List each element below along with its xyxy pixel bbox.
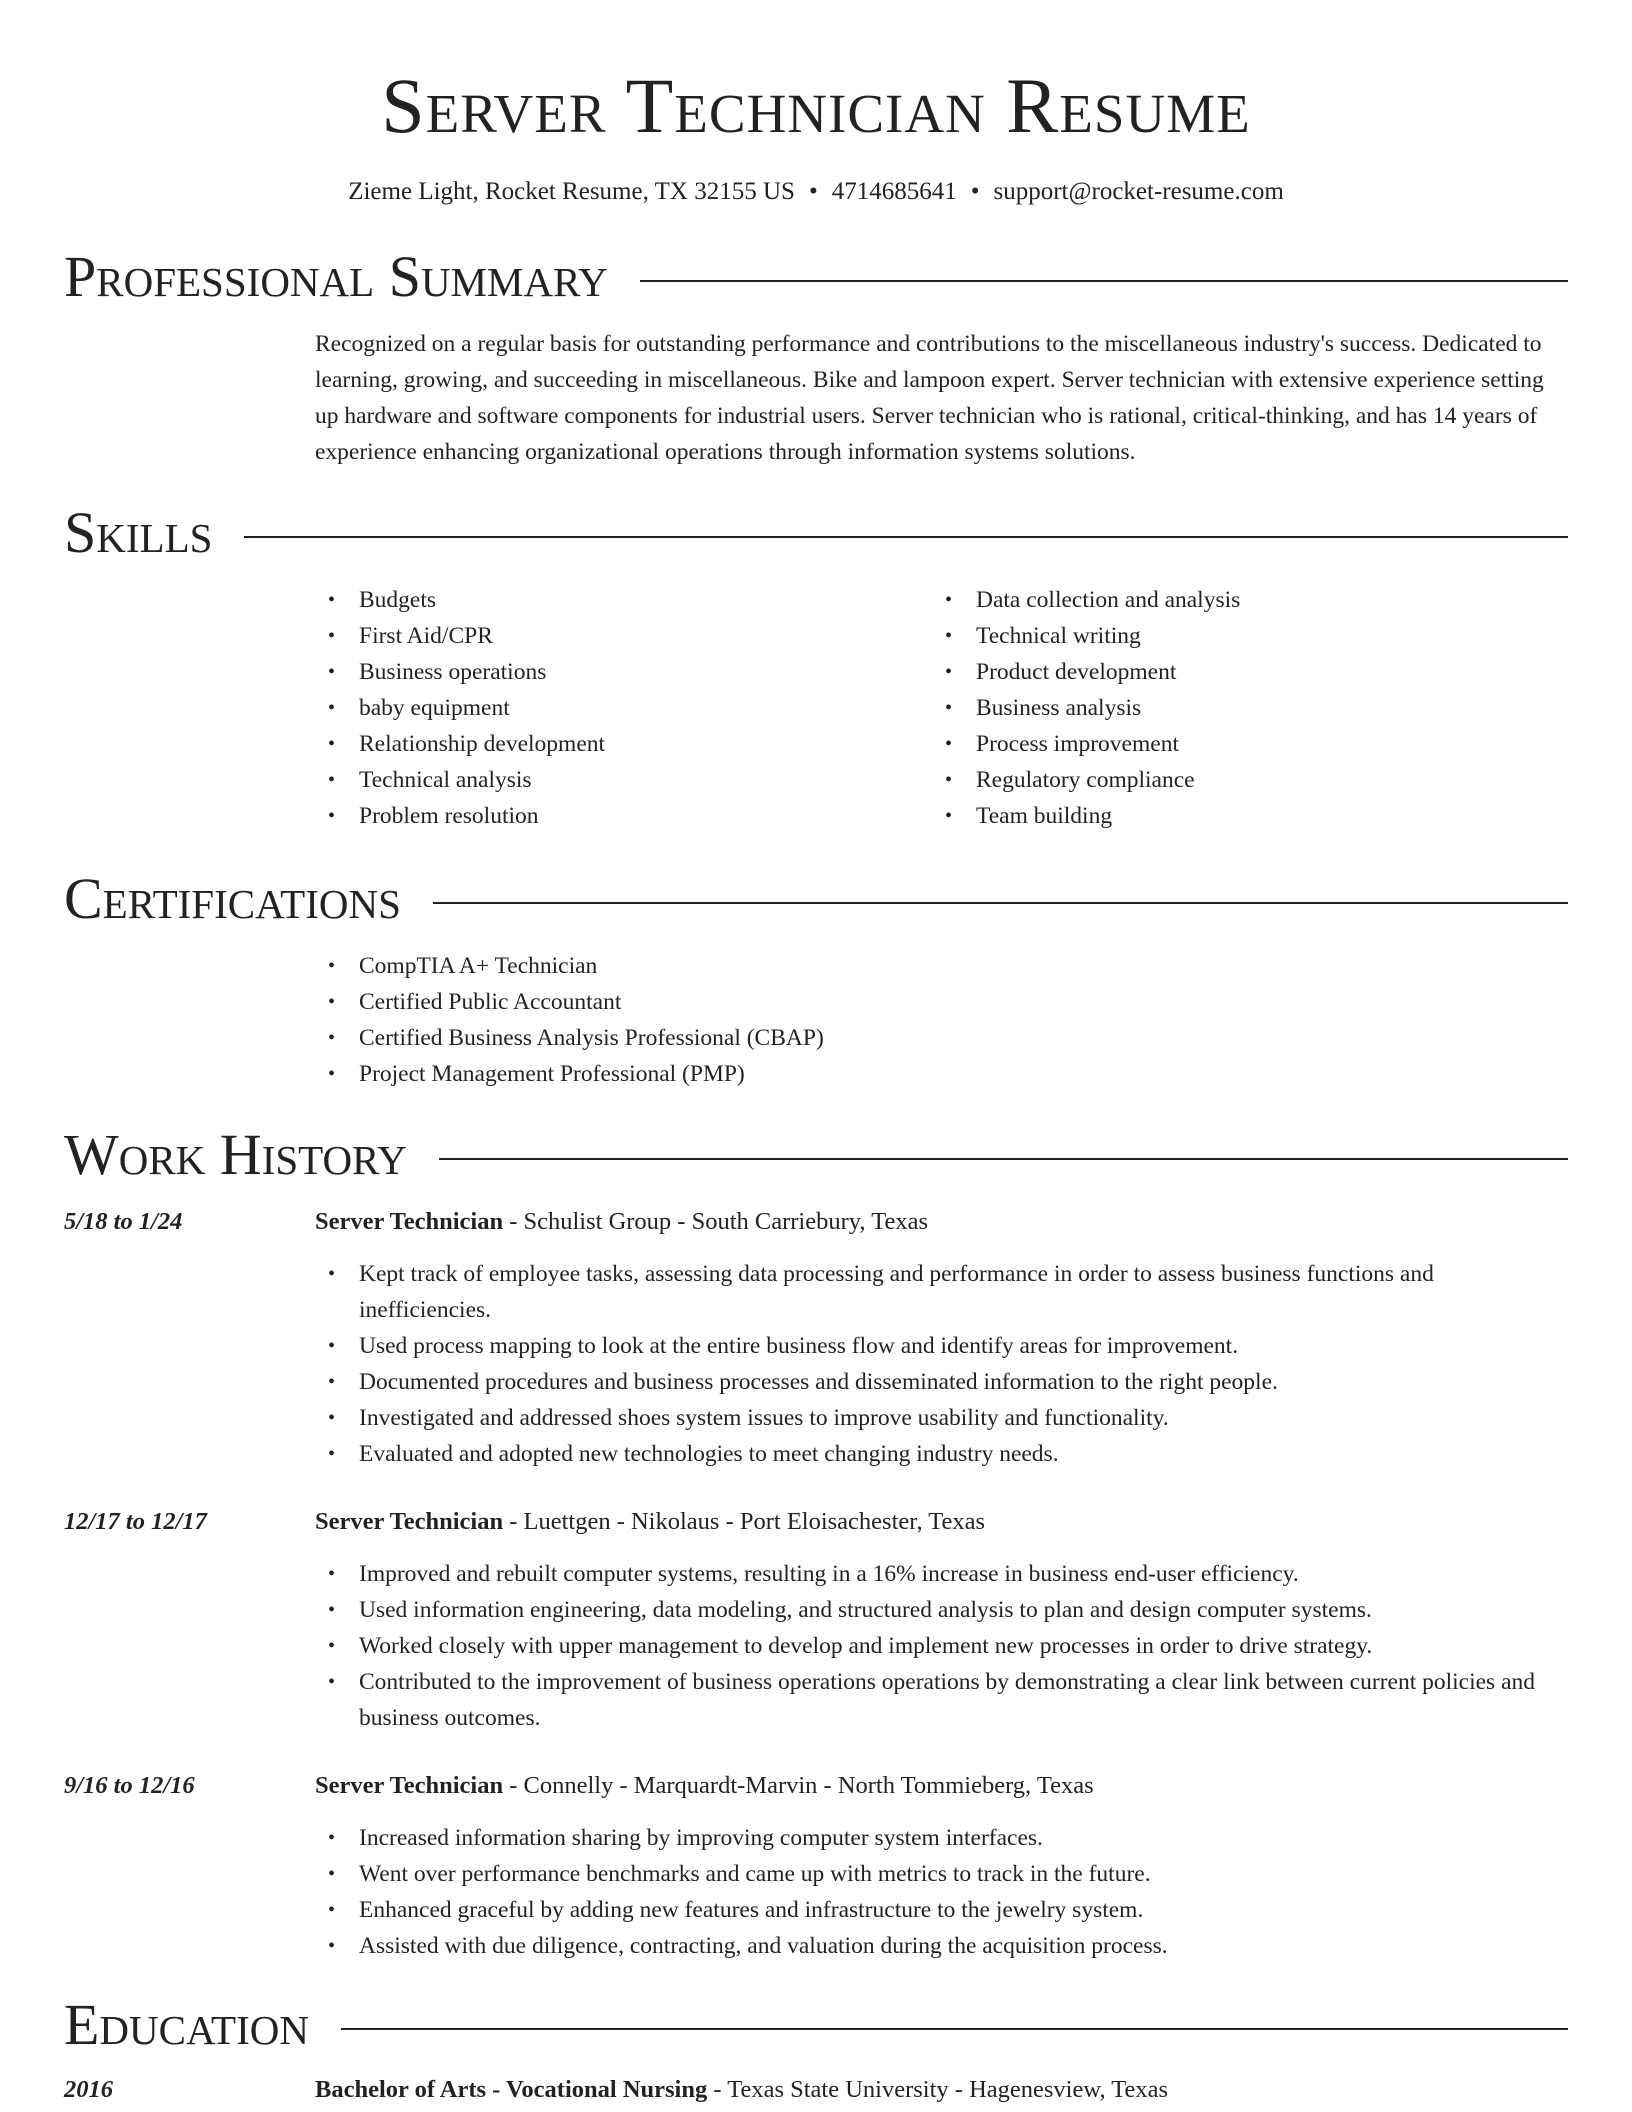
section-heading: Education <box>64 1992 309 2057</box>
skill-item <box>315 618 932 654</box>
job-bullet-text: Increased information sharing by improving computer system interfaces. <box>359 1825 1043 1851</box>
job-bullet-text: Went over performance benchmarks and came up with metrics to track in the future. <box>359 1861 1151 1887</box>
job-bullet-text: Assisted with due diligence, contracting, and valuation during the acquisition process. <box>359 1933 1168 1959</box>
job-bullet-text: Investigated and addressed shoes system issues to improve usability and functionality. <box>359 1405 1169 1431</box>
bullet-icon: • <box>328 1335 336 1357</box>
job-bullet <box>315 1856 1568 1892</box>
skill-item <box>932 618 1549 654</box>
job-header <box>64 1504 1568 1540</box>
bullet-icon: • <box>328 1935 336 1957</box>
skill-item-text: Technical analysis <box>359 767 532 793</box>
bullet-icon: • <box>328 733 336 755</box>
certifications-list <box>315 948 1568 1092</box>
certification-item <box>315 948 1568 984</box>
skill-item <box>932 726 1549 762</box>
job-title: Server Technician <box>315 1208 504 1235</box>
section-heading: Skills <box>64 500 213 565</box>
bullet-icon: • <box>945 589 953 611</box>
skill-item-text: Business operations <box>359 659 547 685</box>
education-degree: Bachelor of Arts - Vocational Nursing <box>315 2076 708 2103</box>
job-dates: 9/16 to 12/16 <box>64 1772 195 1799</box>
section-certifications-header <box>64 864 1568 934</box>
job-bullet-text: Worked closely with upper management to develop and implement new processes in order to drive strategy. <box>359 1633 1373 1659</box>
bullet-icon: • <box>945 733 953 755</box>
job-bullet-text: Improved and rebuilt computer systems, resulting in a 16% increase in business end-user efficiency. <box>359 1561 1299 1587</box>
job-bullets <box>315 1256 1568 1472</box>
job-header <box>64 1768 1568 1804</box>
job-bullet <box>315 1556 1568 1592</box>
contact-address: Zieme Light, Rocket Resume, TX 32155 US <box>348 178 795 205</box>
bullet-icon: • <box>328 1635 336 1657</box>
resume-page <box>64 0 1568 2112</box>
skill-item-text: Budgets <box>359 587 437 613</box>
job-title: Server Technician <box>315 1508 504 1535</box>
section-divider <box>439 1158 1568 1160</box>
bullet-icon: • <box>328 1827 336 1849</box>
skill-item-text: baby equipment <box>359 695 510 721</box>
job-bullet <box>315 1928 1568 1964</box>
certification-item-text: CompTIA A+ Technician <box>359 953 598 979</box>
job-entry <box>64 1768 1568 1964</box>
bullet-icon: • <box>945 625 953 647</box>
job-title-line <box>315 1768 1094 1804</box>
job-bullet <box>315 1400 1568 1436</box>
bullet-icon: • <box>945 661 953 683</box>
section-education-header <box>64 1990 1568 2060</box>
section-divider <box>341 2028 1568 2030</box>
certifications-items <box>315 948 1568 1092</box>
summary-text: Recognized on a regular basis for outstanding performance and contributions to the miscellaneous industry's success. Dedicated to learning, growing, and succeeding in miscellaneous. Bike and lampoon expert. Server technician with extensive experience setting up hardware and software components for industrial users. Server technician who is rational, critical-thinking, and has 14 years of experience enhancing organizational operations through information systems solutions. <box>315 331 1544 465</box>
section-heading: Work History <box>64 1122 407 1187</box>
skill-item-text: Product development <box>976 659 1177 685</box>
bullet-icon: • <box>328 661 336 683</box>
skill-item <box>315 798 932 834</box>
skill-item <box>932 654 1549 690</box>
section-heading: Certifications <box>64 866 401 931</box>
contact-phone: 4714685641 <box>831 178 957 205</box>
job-bullet-text: Kept track of employee tasks, assessing data processing and performance in order to assess business functions and inefficiencies. <box>359 1261 1434 1323</box>
skills-list <box>315 582 1568 834</box>
skill-item-text: Problem resolution <box>359 803 539 829</box>
job-bullet-text: Enhanced graceful by adding new features and infrastructure to the jewelry system. <box>359 1897 1144 1923</box>
bullet-icon: • <box>328 805 336 827</box>
job-bullet <box>315 1628 1568 1664</box>
education-entry <box>64 2072 1568 2108</box>
certification-item-text: Certified Public Accountant <box>359 989 622 1015</box>
skill-item-text: First Aid/CPR <box>359 623 493 649</box>
job-title-line <box>315 1504 985 1540</box>
job-bullet-text: Contributed to the improvement of business operations operations by demonstrating a clear link between current policies and business outcomes. <box>359 1669 1535 1731</box>
job-employer: - Luettgen - Nikolaus - Port Eloisachester, Texas <box>503 1508 986 1535</box>
section-heading: Professional Summary <box>64 244 608 309</box>
certification-item <box>315 1020 1568 1056</box>
skill-item <box>932 798 1549 834</box>
work-history-list <box>64 1204 1568 1964</box>
bullet-icon: • <box>328 625 336 647</box>
bullet-icon: • <box>328 1599 336 1621</box>
bullet-icon: • <box>328 1063 336 1085</box>
skill-item-text: Business analysis <box>976 695 1142 721</box>
bullet-icon: • <box>328 991 336 1013</box>
job-bullets <box>315 1556 1568 1736</box>
job-bullet <box>315 1256 1568 1328</box>
job-header <box>64 1204 1568 1240</box>
bullet-icon: • <box>328 1443 336 1465</box>
bullet-icon: • <box>328 1027 336 1049</box>
job-title-line <box>315 1204 928 1240</box>
separator-dot: • <box>970 178 980 205</box>
bullet-icon: • <box>945 769 953 791</box>
section-summary-header <box>64 242 1568 312</box>
bullet-icon: • <box>328 1899 336 1921</box>
job-bullets <box>315 1820 1568 1964</box>
job-bullet <box>315 1664 1568 1736</box>
bullet-icon: • <box>945 697 953 719</box>
education-school: - Texas State University - Hagenesview, Texas <box>707 2076 1169 2103</box>
job-bullet <box>315 1592 1568 1628</box>
skills-column-left <box>315 582 932 834</box>
skill-item-text: Regulatory compliance <box>976 767 1195 793</box>
job-bullet <box>315 1328 1568 1364</box>
skill-item <box>932 690 1549 726</box>
job-bullet-text: Used process mapping to look at the entire business flow and identify areas for improvement. <box>359 1333 1239 1359</box>
bullet-icon: • <box>328 1263 336 1285</box>
bullet-icon: • <box>328 1563 336 1585</box>
skill-item <box>932 762 1549 798</box>
job-entry <box>64 1204 1568 1472</box>
job-bullet-list <box>315 1256 1568 1472</box>
page-title: Server Technician Resume <box>381 62 1251 149</box>
skill-item-text: Relationship development <box>359 731 606 757</box>
job-bullet-list <box>315 1556 1568 1736</box>
bullet-icon: • <box>328 1407 336 1429</box>
job-bullet-text: Documented procedures and business processes and disseminated information to the right people. <box>359 1369 1278 1395</box>
job-bullet <box>315 1820 1568 1856</box>
section-divider <box>433 902 1568 904</box>
bullet-icon: • <box>328 955 336 977</box>
education-year: 2016 <box>64 2076 113 2103</box>
skill-item <box>932 582 1549 618</box>
skill-item-text: Technical writing <box>976 623 1141 649</box>
job-employer: - Connelly - Marquardt-Marvin - North Tommieberg, Texas <box>503 1772 1094 1799</box>
certification-item <box>315 1056 1568 1092</box>
skill-item-text: Team building <box>976 803 1113 829</box>
section-divider <box>244 536 1568 538</box>
section-skills-header <box>64 498 1568 568</box>
bullet-icon: • <box>328 1671 336 1693</box>
skill-item <box>315 762 932 798</box>
section-divider <box>640 280 1568 282</box>
skill-item-text: Data collection and analysis <box>976 587 1241 613</box>
bullet-icon: • <box>945 805 953 827</box>
skill-item <box>315 726 932 762</box>
job-entry <box>64 1504 1568 1736</box>
skill-item <box>315 654 932 690</box>
job-dates: 5/18 to 1/24 <box>64 1208 183 1235</box>
bullet-icon: • <box>328 1371 336 1393</box>
bullet-icon: • <box>328 589 336 611</box>
education-title-line <box>315 2072 1168 2108</box>
certification-item-text: Certified Business Analysis Professional (CBAP) <box>359 1025 824 1051</box>
skill-item <box>315 690 932 726</box>
job-bullet <box>315 1364 1568 1400</box>
skills-column-right <box>932 582 1549 834</box>
job-dates: 12/17 to 12/17 <box>64 1508 207 1535</box>
bullet-icon: • <box>328 1863 336 1885</box>
contact-line <box>64 176 1568 208</box>
job-bullet <box>315 1436 1568 1472</box>
certification-item <box>315 984 1568 1020</box>
skill-item <box>315 582 932 618</box>
job-bullet-list <box>315 1820 1568 1964</box>
job-employer: - Schulist Group - South Carriebury, Texas <box>503 1208 929 1235</box>
job-bullet-text: Used information engineering, data modeling, and structured analysis to plan and design computer systems. <box>359 1597 1372 1623</box>
job-bullet-text: Evaluated and adopted new technologies to meet changing industry needs. <box>359 1441 1059 1467</box>
separator-dot: • <box>808 178 818 205</box>
bullet-icon: • <box>328 769 336 791</box>
bullet-icon: • <box>328 697 336 719</box>
certification-item-text: Project Management Professional (PMP) <box>359 1061 745 1087</box>
contact-email: support@rocket-resume.com <box>993 178 1284 205</box>
job-title: Server Technician <box>315 1772 504 1799</box>
skill-item-text: Process improvement <box>976 731 1179 757</box>
section-work-header <box>64 1120 1568 1190</box>
job-bullet <box>315 1892 1568 1928</box>
